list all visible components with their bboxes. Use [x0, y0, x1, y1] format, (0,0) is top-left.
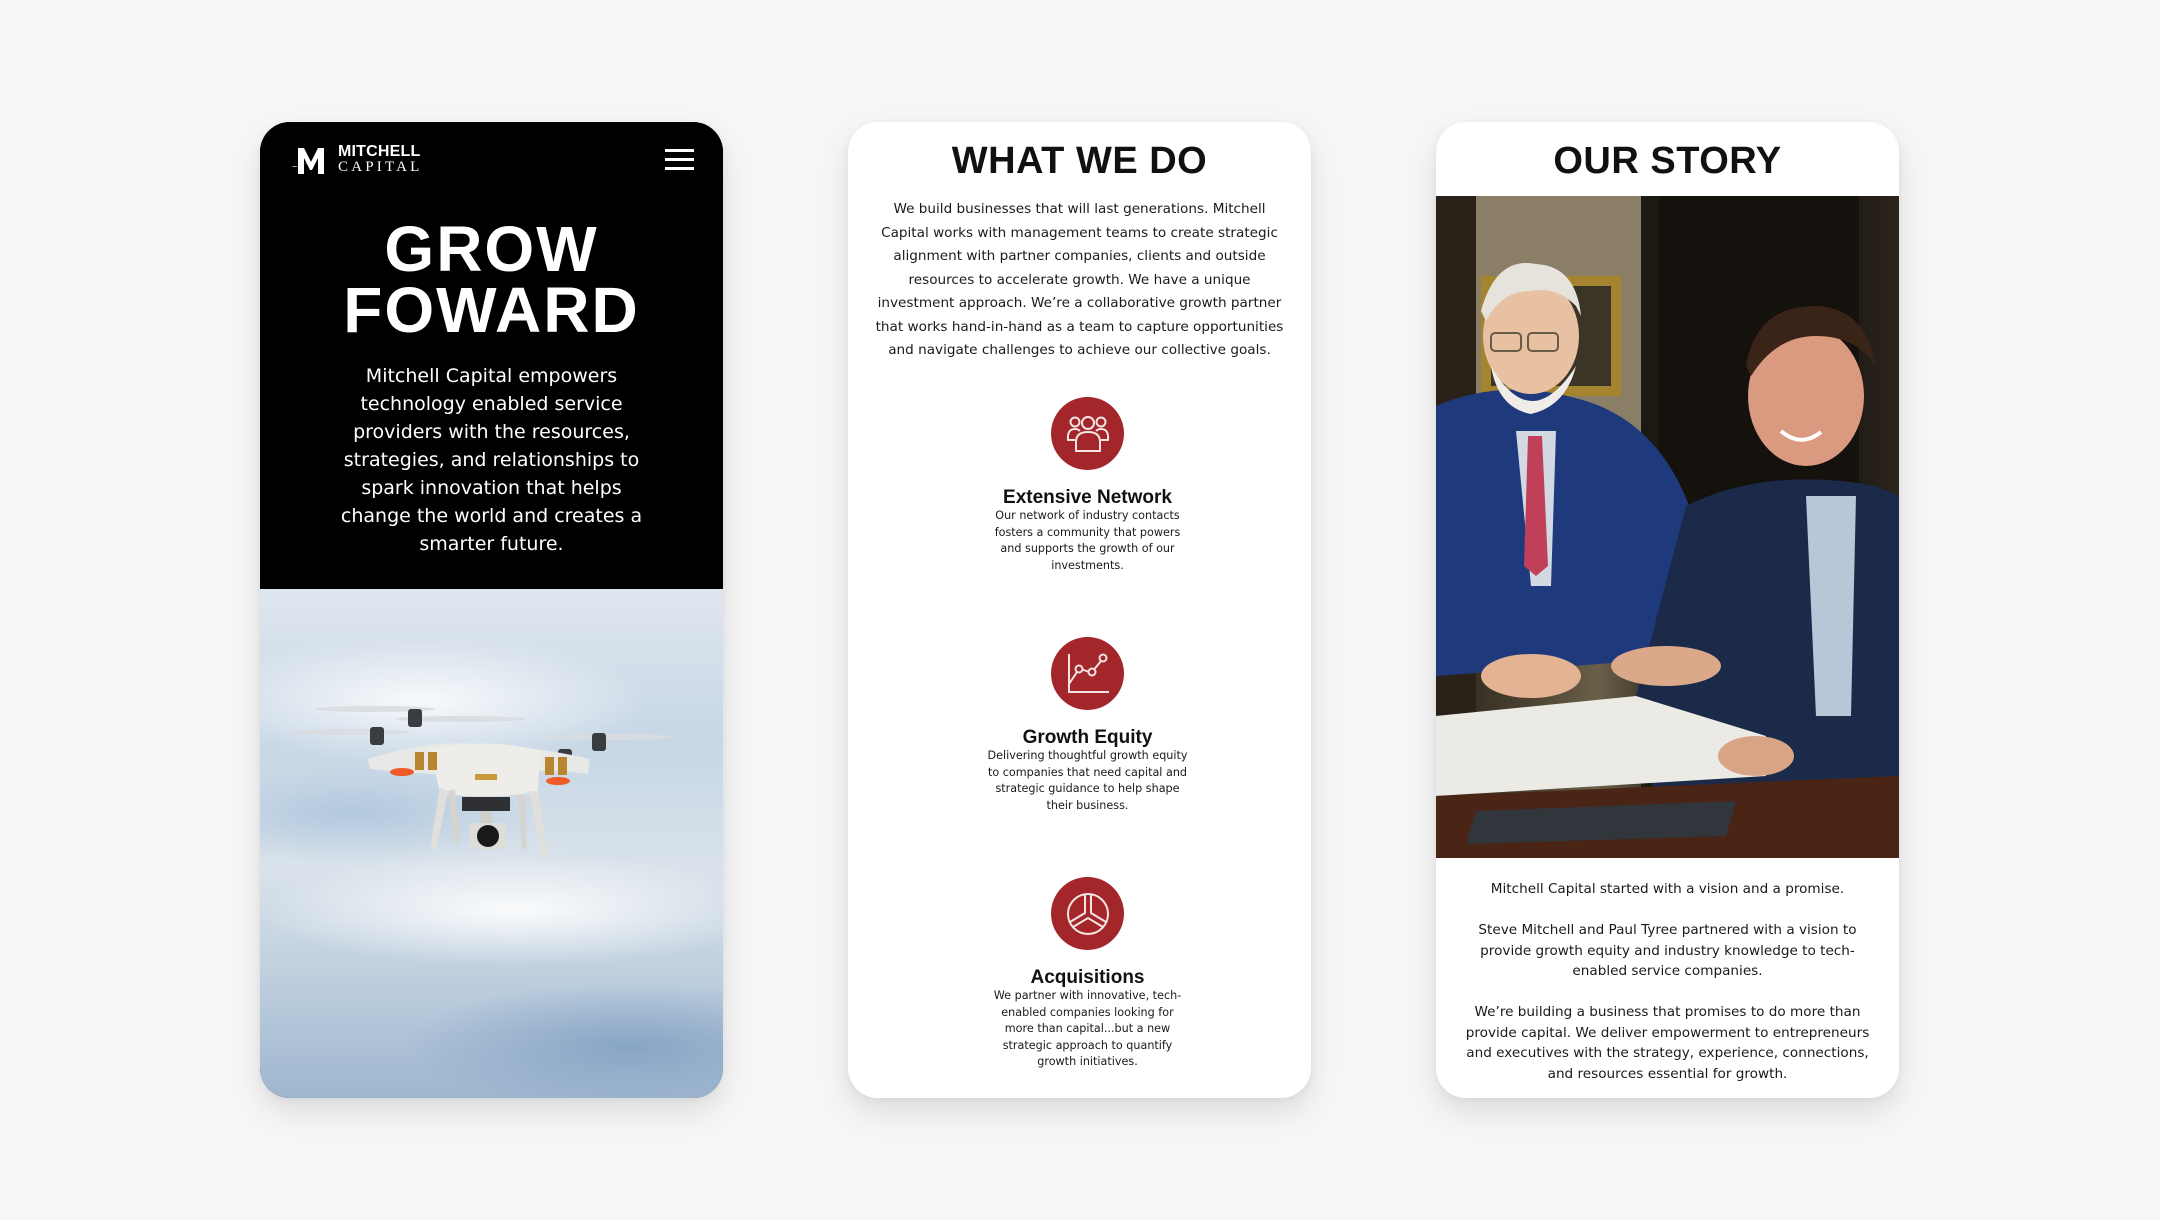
what-we-do-title: WHAT WE DO [951, 140, 1208, 182]
hero-title-line-2: FOWARD [343, 274, 640, 346]
service-title: Extensive Network [1003, 487, 1172, 508]
hero-description: Mitchell Capital empowers technology enabled service providers with the resources, strategies, and relationships to spark innovation that helps change the world and creates a smarter future. [340, 365, 643, 555]
our-story-text [1458, 879, 1877, 1098]
mitchell-m-logo-icon [292, 142, 332, 176]
story-paragraph: We’re building a business that promises to do more than provide capital. We deliver empowerment to entrepreneurs and executives with the strategy, experience, connections, and resources essential for growth. [1465, 1004, 1870, 1082]
service-title: Growth Equity [1022, 727, 1153, 748]
hamburger-menu-icon[interactable] [665, 147, 694, 171]
story-paragraph: Mitchell Capital started with a vision and a promise. [1490, 881, 1845, 897]
mobile-screen-our-story [1436, 122, 1899, 1098]
logo-wordmark-top: MITCHELL [338, 142, 421, 160]
hero-title [260, 213, 723, 346]
pie-chart-icon [1051, 877, 1124, 950]
mobile-screen-hero [260, 122, 723, 1098]
what-we-do-intro: We build businesses that will last generations. Mitchell Capital works with management teams to create strategic alignment with partner companies, clients and outside resources to accelerate growth. We have a unique investment approach. We’re a collaborative growth partner that works hand-in-hand as a team to capture opportunities and navigate challenges to achieve our collective goals. [875, 201, 1284, 358]
two-partners-reviewing-documents-photo [1436, 196, 1899, 858]
brand-logo[interactable] [292, 142, 423, 176]
logo-wordmark-bottom: CAPITAL [338, 158, 423, 175]
service-description: Delivering thoughtful growth equity to companies that need capital and strategic guidance to help shape their business. [987, 749, 1188, 812]
hero-section [260, 122, 723, 589]
story-paragraph: Steve Mitchell and Paul Tyree partnered with a vision to provide growth equity and industry knowledge to tech-enabled service companies. [1478, 922, 1857, 979]
service-description: Our network of industry contacts fosters a community that powers and supports the growth of our investments. [994, 509, 1181, 572]
drone-icon [290, 699, 690, 899]
hero-title-line-1: GROW [384, 213, 599, 285]
drone-flying-over-clouds-photo [260, 589, 723, 1098]
people-group-icon [1051, 397, 1124, 470]
mobile-screen-what-we-do [848, 122, 1311, 1098]
our-story-title: OUR STORY [1553, 140, 1782, 182]
service-description: We partner with innovative, tech-enabled companies looking for more than capital...but a new strategic approach to quantify growth initiatives. [993, 989, 1182, 1069]
service-title: Acquisitions [1030, 967, 1145, 988]
growth-chart-icon [1051, 637, 1124, 710]
